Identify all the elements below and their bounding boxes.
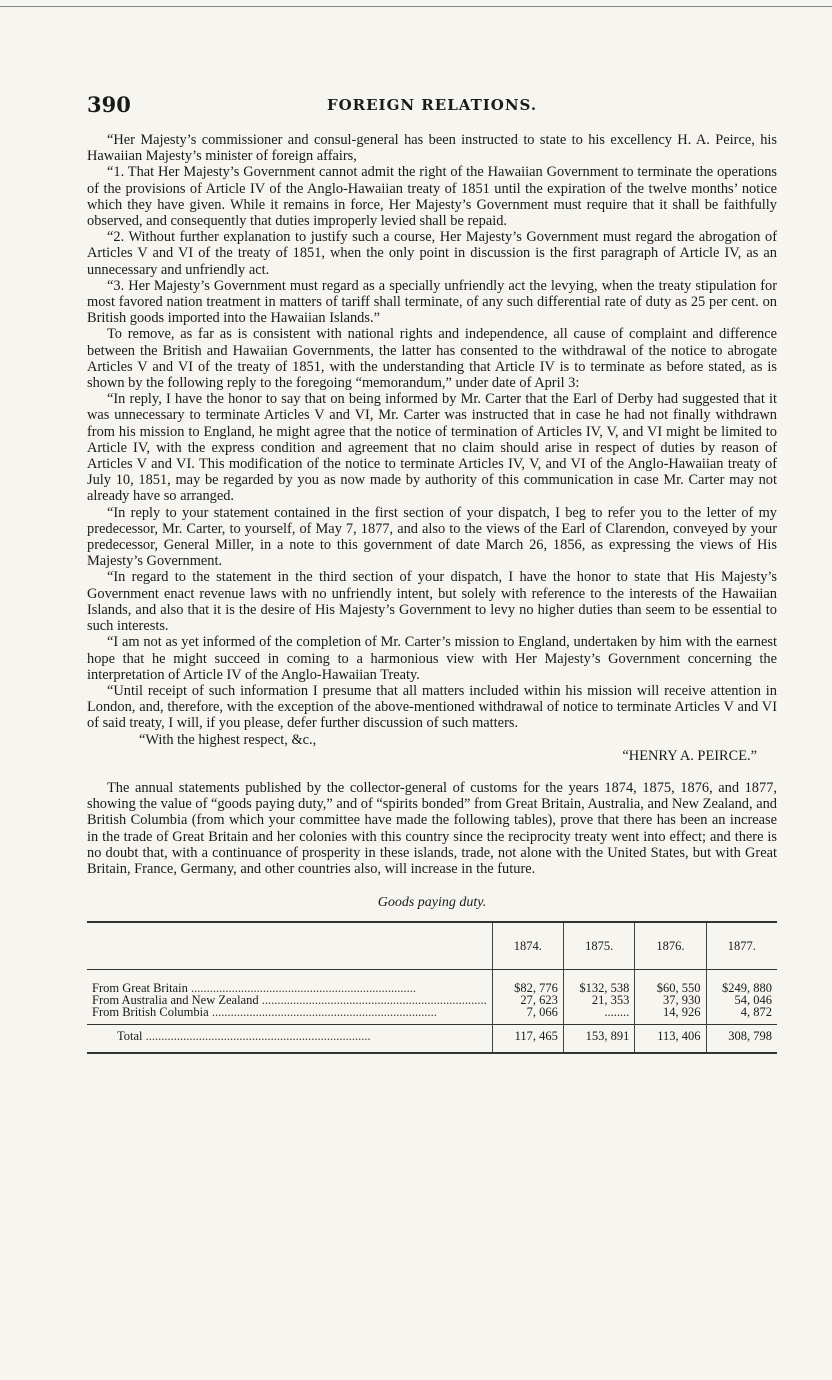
paragraph: “Until receipt of such information I presume that all matters included within his mission will receive attention in London, and, therefore, with the exception of the above-mentioned withdrawal of notice to terminate Articles V and VI of said treaty, I will, if you please, defer further discussion of such matters. xyxy=(87,682,777,732)
table-header-row xyxy=(87,922,777,970)
signature: “HENRY A. PEIRCE.” xyxy=(622,747,757,764)
cell-value: 4, 872 xyxy=(706,1006,777,1025)
paragraph: “I am not as yet informed of the completion of Mr. Carter’s mission to England, undertaken by him with the earnest hope that he might succeed in coming to a harmonious view with Her Majesty’s Government concerning the interpretation of Article IV of the Anglo-Hawaiian Treaty. xyxy=(87,634,777,683)
body-text xyxy=(87,132,777,877)
year-header: 1874. xyxy=(492,922,563,970)
statement-paragraph: The annual statements published by the collector-general of customs for the years 1874, 1875, 1876, and 1877, showing the value of “goods paying duty,” and of “spirits bonded” from Great Britain, Australia, and New Zealand, and British Columbia (from which your committee have made the following tables), prove that there has been an increase in the trade of Great Britain and her colonies with this country since the reciprocity treaty went into effect; and there is no doubt that, with a continuance of prosperity in these islands, trade, not alone with the United States, but with Great Britain, France, Germany, and other countries also, will increase in the future. xyxy=(87,779,777,877)
total-value: 153, 891 xyxy=(563,1025,634,1054)
year-header: 1876. xyxy=(635,922,706,970)
year-header: 1877. xyxy=(706,922,777,970)
total-value: 117, 465 xyxy=(492,1025,563,1054)
row-label: From British Columbia ........................................................................ xyxy=(92,1006,437,1020)
paragraph: To remove, as far as is consistent with national rights and independence, all cause of complaint and difference between the British and Hawaiian Governments, the latter has consented to the withdrawal of the notice to abrogate Articles V and VI of the treaty of 1851, with the understanding that Article IV is to terminate as before stated, as is shown by the following reply to the foregoing “memorandum,” under date of April 3: xyxy=(87,326,777,392)
cell-value: 14, 926 xyxy=(635,1006,706,1025)
table-caption: Goods paying duty. xyxy=(377,895,487,911)
cell-value: $249, 880 xyxy=(706,982,777,994)
total-value: 308, 798 xyxy=(706,1025,777,1054)
cell-value: 7, 066 xyxy=(492,1006,563,1025)
cell-value: $82, 776 xyxy=(492,982,563,994)
row-label: From Australia and New Zealand ........................................................................ xyxy=(92,994,487,1007)
page-number: 390 xyxy=(87,92,131,117)
cell-value: $60, 550 xyxy=(635,982,706,994)
header-blank-cell xyxy=(87,922,492,970)
table-row xyxy=(87,1006,777,1025)
cell-value: 27, 623 xyxy=(492,994,563,1006)
top-rule xyxy=(0,6,832,7)
page-header xyxy=(87,92,777,122)
cell-value: $132, 538 xyxy=(563,982,634,994)
cell-value: 54, 046 xyxy=(706,994,777,1006)
total-value: 113, 406 xyxy=(635,1025,706,1054)
paragraph: “In reply to your statement contained in the first section of your dispatch, I beg to refer you to the letter of my predecessor, Mr. Carter, to yourself, of May 7, 1877, and also to the views of the Earl of Clarendon, conveyed by your predecessor, General Miller, in a note to this government of date March 26, 1856, as expressing the views of His Majesty’s Government. xyxy=(87,504,777,570)
document-page xyxy=(87,92,777,1054)
cell-value: 37, 930 xyxy=(635,994,706,1006)
paragraph: “2. Without further explanation to justify such a course, Her Majesty’s Government must regard the abrogation of Articles V and VI of the treaty of 1851, when the only point in discussion is the first paragraph of Article IV, as an unnecessary and unfriendly act. xyxy=(87,229,777,278)
year-header: 1875. xyxy=(563,922,634,970)
total-label: Total ........................................................................ xyxy=(87,1025,492,1054)
paragraph: “In reply, I have the honor to say that on being informed by Mr. Carter that the Earl of Derby had suggested that it was unnecessary to terminate Articles V and VI, Mr. Carter was instructed that in case he had not finally withdrawn from his mission to England, he might agree that the notice of termination of Articles IV, V, and VI might be limited to Article IV, with the express condition and agreement that no claim should arise in respect of duties by reason of Articles V and VI. This modification of the notice to terminate Articles IV, V, and VI of the Anglo-Hawaiian treaty of July 10, 1851, may be regarded by you as now made by authority of this communication in case Mr. Carter may not already have so arranged. xyxy=(87,391,777,505)
goods-paying-duty-table xyxy=(87,921,777,1054)
paragraph: “In regard to the statement in the third section of your dispatch, I have the honor to state that His Majesty’s Government enact revenue laws with no unfriendly intent, but solely with reference to the interests of the Hawaiian Islands, and also that it is the desire of His Majesty’s Government to levy no higher duties than seem to be essential to such interests. xyxy=(87,569,777,635)
cell-value: ........ xyxy=(563,1006,634,1025)
paragraph: “Her Majesty’s commissioner and consul-general has been instructed to state to his excellency H. A. Peirce, his Hawaiian Majesty’s minister of foreign affairs, xyxy=(87,132,777,165)
paragraph: “1. That Her Majesty’s Government cannot admit the right of the Hawaiian Government to terminate the operations of the provisions of Article IV of the Anglo-Hawaiian treaty of 1851 until the expiration of the twelve months’ notice which they have given. While it remains in force, Her Majesty’s Government must require that it shall be faithfully observed, and consequently that duties improperly levied shall be repaid. xyxy=(87,164,777,230)
cell-value: 21, 353 xyxy=(563,994,634,1006)
row-label: From Great Britain ........................................................................ xyxy=(92,982,416,995)
paragraph: “3. Her Majesty’s Government must regard as a specially unfriendly act the levying, when the treaty stipulation for most favored nation treatment in matters of tariff shall terminate, of any such differential rate of duty as 25 per cent. on British goods imported into the Hawaiian Islands.” xyxy=(87,277,777,327)
total-row xyxy=(87,1025,777,1054)
closing-line: “With the highest respect, &c., xyxy=(139,731,317,748)
running-title: FOREIGN RELATIONS. xyxy=(326,96,538,114)
